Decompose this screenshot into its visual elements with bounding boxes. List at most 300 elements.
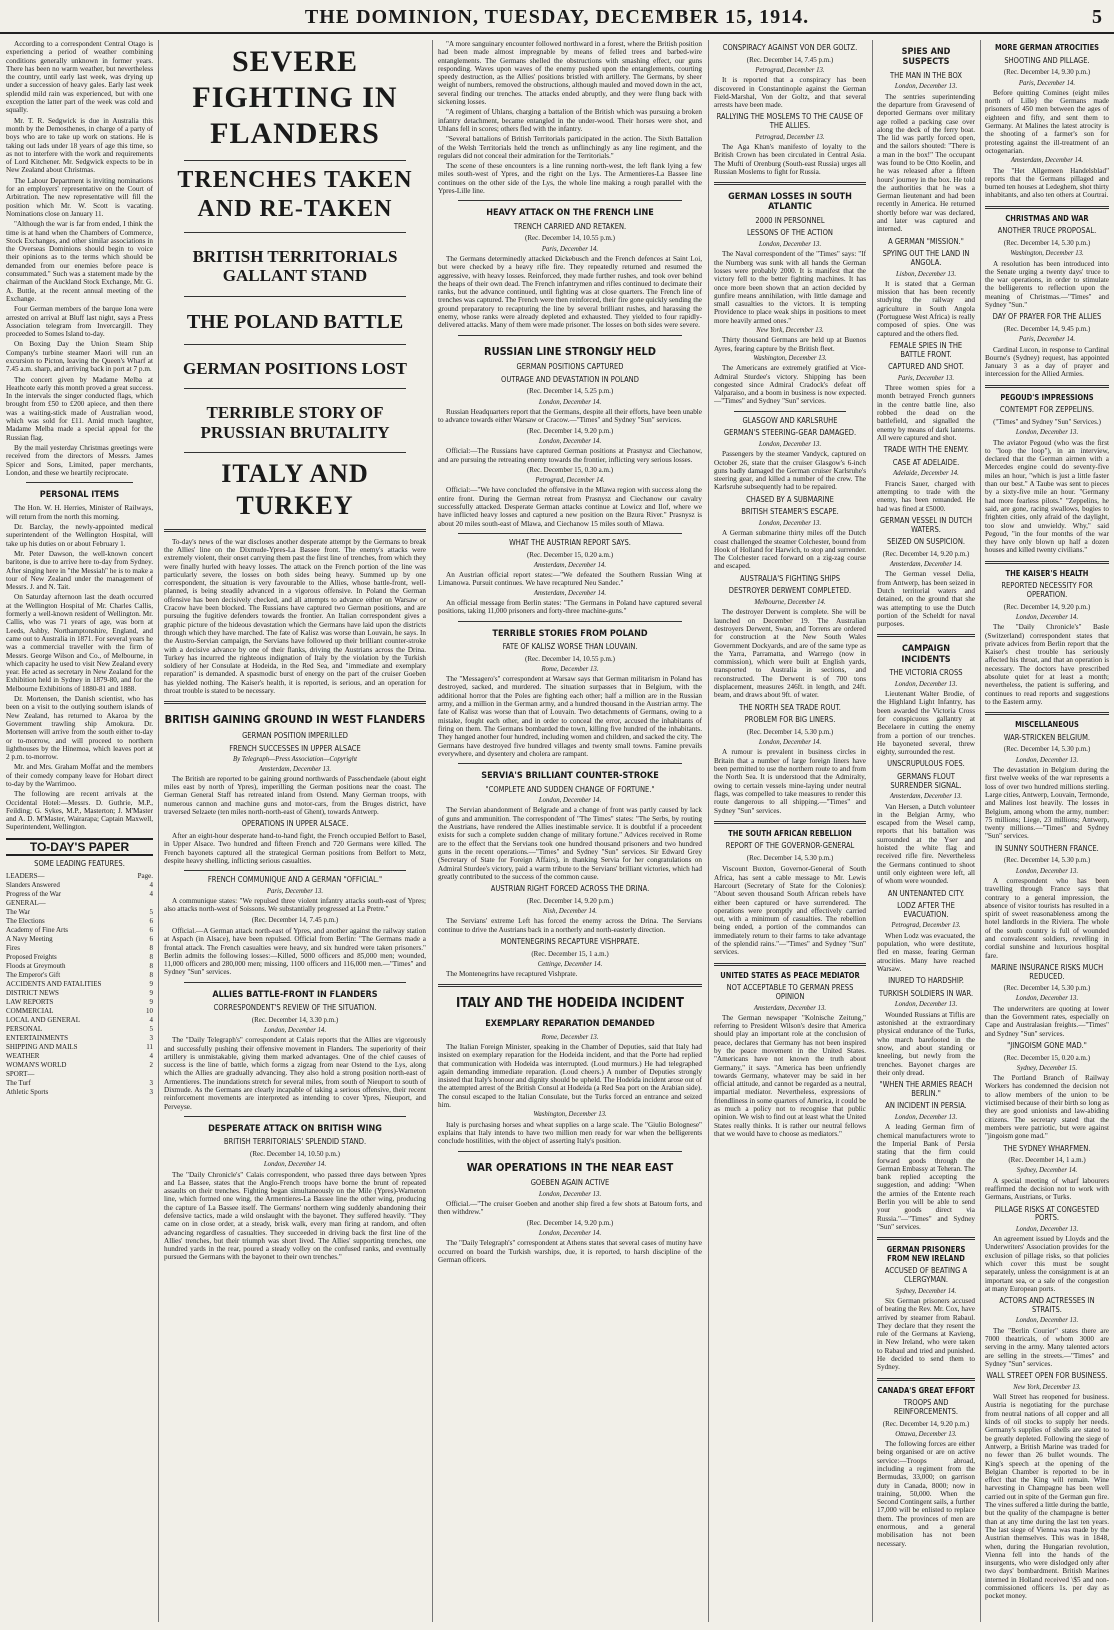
subheadline: ACTORS AND ACTRESSES IN STRAITS. (999, 1296, 1095, 1314)
subheadline: BRITISH TERRITORIALS' SPLENDID STAND. (223, 1137, 367, 1147)
dateline: Washington, December 13. (1010, 250, 1084, 258)
news-paragraph: The "Daily Telegraph's" correspondent at Calais reports that the Allies are vigorously and successfully pushing their offensive movement in Flanders. The superiority of their artillery is unmistakable, giving them marked advantages. One of the chief causes of success is the line of battle, which forms a zigzag from near Ostend to the Lys, along which the Allies are gradually advancing. They also hold a strong position north-east of Armentieres. The inundations stretch for several miles, from south of Nieuport to south of Dixmude. As the Germans are clearly incapable of taking a serious offensive, their recent reinforcement movements are interpreted as intending to cover Ypres, Nieuport, and Perveyse. (164, 1036, 426, 1111)
feature-label: The Turf (6, 1078, 31, 1087)
news-paragraph: The "Berlin Courier" states there are 7000 theatricals, of whom 3000 are serving in the army. Many talented actors are selling in the streets.—"Times" and Sydney "Sun" services. (985, 1326, 1109, 1368)
news-paragraph: The Naval correspondent of the "Times" says: "If the Nurnberg was sunk with all hands the German losses were probably 2000. It is manifest that the victory fell to the better fighting machines. It has once more been shown that an action decided by gunfire means annihilation, with little damage and small casualties to the victors. It is tempting Providence to place weak ships in positions to meet more heavily armed ones." (714, 250, 866, 325)
headline: DESPERATE ATTACK ON BRITISH WING (208, 1123, 382, 1134)
news-paragraph: The "Daily Chronicle's" Calais correspondent, who passed three days between Ypres and La Bassee, states that the Anglo-French troops have borne the brunt of repeated assaults on their trenches. Fighting began simultaneously on the Mile (Ypres)-Warneton line, which formed one wing, the Armentieres-La Bassee line the other wing, producing the capture of La Bassee itself. The Germans' northern wing suddenly abandoning their defensive tactics, made a wild onslaught with the bayonet. They suffered heavily. "They came on in close order, at a steady, brisk walk, every man firing at random, and often advancing regardless of casualties. They succeeded in driving back the first line of the Allies' trenches, but their triumph was short lived. The Allies' supporting trenches, one hundred yards in the rear, poured a steady volley on the confused ranks, and eventually pursued the Germans with the bayonet to their own trenches." (164, 1170, 426, 1262)
news-paragraph: The "Daily Telegraph's" correspondent at Athens states that several cases of mutiny have occurred on board the Turkish warships, due, it is reported, to harsh discipline of the German officers. (438, 1239, 702, 1264)
news-paragraph: The Montenegrins have recaptured Vishprate. (446, 970, 578, 979)
dateline: London, December 14. (538, 1230, 602, 1238)
subheadline: A GERMAN "MISSION." (888, 236, 964, 246)
received-line: (Rec. December 14, 5.30 p.m.) (1003, 856, 1091, 865)
subheadline: CASE AT ADELAIDE. (892, 457, 960, 467)
news-paragraph: The following are recent arrivals at the Occidental Hotel:—Messrs. D. Guthrie, M.P., Feilding; G. Sykes, M.P., Masterton; J. M'Master and A. D. M'Master, Wairarapa; Captain Maxwell, Superintendent, Wellington. (6, 790, 153, 832)
received-line: (Rec. December 14, 5.30 p.m.) (1003, 745, 1091, 754)
feature-label: The Emperor's Gift (6, 970, 61, 979)
subheadline: "WHEN THE ARMIES REACH BERLIN." (879, 1080, 973, 1098)
feature-label: WOMAN'S WORLD (6, 1060, 67, 1069)
subheadline: MARINE INSURANCE RISKS MUCH REDUCED. (990, 962, 1104, 981)
headline: GERMAN PRISONERS FROM NEW IRELAND (886, 1245, 966, 1263)
subheadline: IN SUNNY SOUTHERN FRANCE. (995, 843, 1099, 853)
feature-label: SPORT— (6, 1069, 35, 1078)
dateline: Washington, December 13. (533, 1111, 607, 1119)
feature-label: ENTERTAINMENTS (6, 1033, 69, 1042)
divider (184, 452, 406, 453)
dateline: London, December 13. (1015, 1225, 1079, 1233)
news-paragraph: The Aga Khan's manifesto of loyalty to the British Crown has been circulated in Central Asia. The Mufti of Orenburg (South-east Russia) urges all Russian Moslems to fight for Russia. (714, 142, 866, 176)
dateline: Amsterdam, December 14. (533, 589, 607, 597)
received-line: (Rec. December 15, 0.30 a.m.) (526, 465, 614, 474)
received-line: (Rec. December 14, 9.20 p.m.) (526, 896, 614, 905)
feature-page: 8 (149, 961, 153, 970)
subheadline: REPORTED NECESSITY FOR OPERATION. (1001, 581, 1093, 599)
headline: WAR OPERATIONS IN THE NEAR EAST (466, 1160, 674, 1174)
page-number: 5 (1092, 6, 1102, 28)
dateline: Sydney, December 15. (1016, 1064, 1078, 1072)
received-line: (Rec. December 14, 9.30 p.m.) (1003, 68, 1091, 77)
feature-row (6, 1007, 153, 1016)
divider (458, 200, 682, 201)
news-paragraph: The "Messagero's" correspondent at Warsaw says that German militarism in Poland has destroyed, sacked, and murdered. The situation surpasses that in Belgium, with the additional horror that the Poles are fighting each other; half a million are in the Russian army, and a million in the German army, and a hundred thousand in the Austrian army. The fate of Kalisz was worse than that of Louvain. Two detachments of Germans, owing to a mistake, fought each other, and in order to conceal the error, accused the inhabitants of firing on them. The Germans bombarded the town, killing five hundred of the inhabitants. They hanged another four hundred, including women and children, and sacked the city. The Germans have destroyed five hundred villages and twenty small towns. Famine prevails everywhere, and dysentery and cholera are rampant. (438, 675, 702, 758)
news-paragraph: The German newspaper "Kolnische Zeitung," referring to President Wilson's desire that America should play an important role at the conclusion of peace, declares that Germany has not been inspired by the peace movement in the United States. "Americans have not known the truth about Germany," it says. "America has been unfriendly towards Germany, whatever may be said in her official attitude, and cannot be regarded as a neutral, impartial mediator. Nevertheless, expressions of friendliness in some quarters of America, it could be as much a policy not to recognise that public opinion. We wish to find out at least what the United States really thinks. It is rather our neutral fellows that we would have to choose as mediators." (714, 1013, 866, 1138)
divider (458, 335, 682, 336)
dateline: New York, December 13. (1013, 1383, 1081, 1391)
divider (164, 701, 426, 704)
section-heading: PERSONAL ITEMS (39, 490, 120, 501)
feature-page: 3 (149, 1078, 153, 1087)
column-rule (158, 40, 159, 1622)
subheadline: AN INCIDENT IN PERSIA. (885, 1101, 967, 1111)
news-paragraph: The British are reported to be gaining ground northwards of Passchendaele (about eight miles east by north of Ypres), imperilling the German positions near the coast. The German General Staff has retreated inland from Ostend. Many German troops, with numerous cannon and machine guns and motor-cars, from the Bruges district, have traversed Selzaete (ten miles north-north-east of Ghent), towards Antwerp. (164, 774, 426, 817)
news-paragraph: Thirty thousand Germans are held up at Buenos Ayres, fearing capture by the British fleet. (714, 336, 866, 353)
dateline: London, December 14. (263, 1161, 327, 1169)
todays-paper-heading: TO-DAY'S PAPER (6, 838, 153, 856)
subheadline: THE SYDNEY WHARFMEN. (1003, 1143, 1091, 1153)
received-line: (Rec. December 14, 7.45 p.m.) (746, 55, 834, 64)
news-paragraph: Mr. Peter Dawson, the well-known concert baritone, is due to arrive here to-day from Sydney. After singing here in "the Messiah" he is to make a tour of New Zealand under the management of Messrs. J. and N. Tait. (6, 549, 153, 592)
subheadline: TRENCH CARRIED AND RETAKEN. (513, 221, 627, 231)
news-paragraph: It is stated that a German mission that has been recently studying the railway and agriculture in South Angola (Portuguese West Africa) is really composed of spies. One was captured and the others fled. (877, 279, 975, 338)
news-paragraph: Dr. Mortensen, the Danish scientist, who has been on a visit to the outlying southern islands of New Zealand, has returned to Akaroa by the Government trawling ship Amokura. Dr. Mortensen will arrive from the south either to-day or to-morrow, and will proceed to northern lighthouses by the Hinemoa, which leaves port at 2 p.m. to-morrow. (6, 695, 153, 762)
divider (184, 232, 406, 233)
divider (714, 821, 866, 824)
dateline: London, December 13. (1015, 756, 1079, 764)
subheadline: RALLYING THE MOSLEMS TO THE CAUSE OF THE ALLIES. (716, 112, 864, 131)
subheadline: PILLAGE RISKS AT CONGESTED PORTS. (994, 1204, 1100, 1223)
feature-page: 4 (149, 1015, 153, 1024)
subheadline: MONTENEGRINS RECAPTURE VISHPRATE. (500, 936, 640, 946)
divider (985, 385, 1109, 388)
feature-row (6, 926, 153, 935)
dateline: London, December 13. (758, 440, 822, 448)
subheadline: GERMANS FLOUT SURRENDER SIGNAL. (890, 772, 962, 790)
divider (438, 984, 702, 987)
dateline: Washington, December 13. (753, 354, 827, 362)
news-paragraph: The devastation in Belgium during the first twelve weeks of the war represents a loss of over two hundred millions sterling. Large cities, Antwerp, Louvain, Termonde, and Malines lost heavily. The losses in Belgium, among whom the army, number: 75 millions; Liege, 23 millions; Antwerp, twenty millions.—"Times" and Sydney "Sun" services. (985, 766, 1109, 841)
feature-label: ACCIDENTS AND FATALITIES (6, 979, 102, 988)
subheadline: GOEBEN AGAIN ACTIVE (530, 1178, 610, 1188)
dateline: New York, December 13. (756, 327, 824, 335)
received-line: (Rec. December 14, 10.55 p.m.) (525, 234, 615, 243)
feature-row (6, 1034, 153, 1043)
main-headline: ITALY AND TURKEY (221, 459, 369, 520)
dateline: London, December 14. (538, 797, 602, 805)
subheadline: OUTRAGE AND DEVASTATION IN POLAND (501, 374, 639, 384)
column-rule (980, 40, 981, 1622)
subheadline: CONSPIRACY AGAINST VON DER GOLTZ. (722, 43, 858, 52)
headline: TERRIBLE STORIES FROM POLAND (492, 628, 648, 639)
dateline: London, December 13. (1015, 429, 1079, 437)
feature-page: 8 (149, 970, 153, 979)
feature-row (6, 1025, 153, 1034)
received-line: (Rec. December 14, 7.45 p.m.) (251, 915, 339, 924)
news-paragraph: Dr. Barclay, the newly-appointed medical superintendent of the Wellington Hospital, will take up his duties on or about February 1. (6, 523, 153, 548)
feature-label: PERSONAL (6, 1024, 43, 1033)
feature-label: WEATHER (6, 1051, 40, 1060)
news-paragraph: An official message from Berlin states: "The Germans in Poland have captured several positions, taking 11,000 prisoners and forty-three machine-guns." (438, 599, 702, 616)
headline: THE KAISER'S HEALTH (1005, 568, 1089, 578)
subheadline: FATE OF KALISZ WORSE THAN LOUVAIN. (502, 641, 638, 651)
subheadline: DAY OF PRAYER FOR THE ALLIES (992, 312, 1102, 322)
subheadline: LESSONS OF THE ACTION (747, 228, 833, 238)
subheadline: AN UNTENANTED CITY. (887, 888, 965, 898)
feature-page: 9 (149, 997, 153, 1006)
dateline: London, December 14. (538, 398, 602, 406)
received-line: (Rec. December 14, 9.20 p.m.) (526, 426, 614, 435)
news-paragraph: It is reported that a conspiracy has been discovered in Constantinople against the German Field-Marshal, Von der Goltz, and that several arrests have been made. (714, 76, 866, 110)
subheadline: CAPTURED AND SHOT. (888, 362, 964, 372)
news-paragraph: The Germans determinedly attacked Dickebusch and the French defences at Saint Loi, but were checked by a heavy rifle fire. They repeatedly returned and resumed the aggressive, with heavy losses. Reinforced, they made further rushes, and took over behind the heaps of their own dead. The French infantrymen and rifles continued to decimate their ranks, but the advance continued, until fighting was at close quarters. The French line of trenches was captured. The French were then reinforced, their fire gone quickly sending the ground preparatory to recapturing the line by several brilliant rushes, and harassing the enemy, whose ranks were already depleted and exhausted. They yielded to four rapidly-delivered attacks. Many of them were made prisoner. The losses on both sides were severe. (438, 254, 702, 330)
news-paragraph: A leading German firm of chemical manufacturers wrote to the Imperial Bank of Persia stating that the firm could forward goods through the German Embassy at Teheran. The bank replied accepting the suggestion, and adding: "When the armies of the Entente reach Berlin you will be able to send your goods direct via Russia."—"Times" and Sydney "Sun" services. (877, 1123, 975, 1231)
headline: GERMAN LOSSES IN SOUTH ATLANTIC (728, 192, 852, 213)
received-line: (Rec. December 14, 5.25 p.m.) (526, 387, 614, 396)
received-line: (Rec. December 14, 10.55 p.m.) (525, 654, 615, 663)
subheadline: ACCUSED OF BEATING A CLERGYMAN. (884, 1266, 968, 1285)
feature-row (6, 971, 153, 980)
headline: SERVIA'S BRILLIANT COUNTER-STROKE (481, 771, 659, 782)
headline: CHRISTMAS AND WAR (1005, 213, 1089, 223)
divider (26, 482, 133, 483)
news-paragraph: Van Hersen, a Dutch volunteer in the Belgian Army, who escaped from the Wesel camp, reports that his battalion was surrounded at the Yser and hoisted the white flag and received rifle fire. Nevertheless the Germans continued to shoot until only eighteen were left, all of whom were wounded. (877, 802, 975, 886)
news-paragraph: Official.—"The cruiser Goeben and another ship fired a few shots at Batoum forts, and then withdrew." (438, 1200, 702, 1217)
news-paragraph: A communique states: "We repulsed three violent infantry attacks south-east of Ypres; also attacks north-west of Soissons. We substantially progressed at La Pretre." (164, 897, 426, 914)
feature-row (6, 944, 153, 953)
subheadline: INURED TO HARDSHIP. (888, 976, 964, 986)
news-paragraph: The Servians' extreme Left has forced the enemy across the Drina. The Servians continue to drive the Austrians back in a northerly and north-easterly direction. (438, 917, 702, 934)
feature-row (6, 962, 153, 971)
dateline: Ottawa, December 13. (895, 1430, 957, 1438)
newspaper-masthead: THE DOMINION, TUESDAY, DECEMBER 15, 1914. (304, 6, 810, 28)
dateline: London, December 13. (894, 83, 958, 91)
divider (985, 206, 1109, 209)
news-paragraph: Four German members of the barque Iona were arrested on arrival at Bluff last night, says a Press Association telegram from Invercargill. They proceeded to Somes Island to-day. (6, 305, 153, 339)
feature-row (6, 1079, 153, 1088)
dateline: Amsterdam, December 14. (1010, 157, 1084, 165)
subheadline: 2000 IN PERSONNEL (755, 215, 825, 225)
feature-row (6, 989, 153, 998)
column-5 (877, 40, 975, 1622)
news-paragraph: Official:—The Russians have captured German positions at Prasnysz and Ciechanow, and are pursuing the retreating enemy towards the frontier, inflicting very serious losses. (438, 447, 702, 464)
divider (877, 1378, 975, 1381)
dateline: Rome, December 13. (541, 1033, 599, 1041)
news-paragraph: Italy is purchasing horses and wheat supplies on a large scale. The "Giulio Bolognese" explains that Italy intends to have two million men ready for war when the belligerents conclude hostilities, with the object of asserting Italy's position. (438, 1120, 702, 1146)
feature-label: DISTRICT NEWS (6, 988, 59, 997)
feature-page: 8 (149, 952, 153, 961)
dateline: Amsterdam, December 13. (889, 793, 963, 801)
news-paragraph: On Saturday afternoon last the death occurred at the Wellington Hospital of Mr. Charles Callis, formerly a well-known resident of Wellington. Mr. Callis, who was 71 years of age, was born at Leeds, Ashby, Northamptonshire, England, and came out to Australia in 1871. For several years he was a commercial traveller with the firm of Messrs. George Wilson and Co., of Melbourne, in which capacity he used to visit New Zealand every year. He acted as secretary in New Zealand for the Exhibition held in Sydney in 1879-80, and for the Melbourne Exhibitions of 1880-81 and 1888. (6, 593, 153, 693)
received-line: (Rec. December 14, 9.20 p.m.) (1003, 602, 1091, 611)
news-paragraph: The Hon. W. H. Herries, Minister of Railways, will return from the north this morning. (6, 504, 153, 521)
subheadline: THE VICTORIA CROSS (889, 668, 963, 678)
news-paragraph: The German vessel Delia, from Antwerp, has been seized in Dutch territorial waters and detained, on the ground that she was attempting to use the Dutch portion of the Scheldt for naval purposes. (877, 570, 975, 629)
subheadline: GERMAN VESSEL IN DUTCH WATERS. (879, 515, 973, 534)
divider (714, 963, 866, 966)
feature-page (137, 899, 153, 908)
headline: HEAVY ATTACK ON THE FRENCH LINE (486, 208, 654, 219)
headline: MISCELLANEOUS (1015, 720, 1079, 730)
dateline: London, December 13. (1015, 1317, 1079, 1325)
subheadline: FRENCH SUCCESSES IN UPPER ALSACE (229, 743, 361, 753)
news-paragraph: The scene of these encounters is a line running north-west, the left flank lying a few miles south-west of Ypres, and the right on the Lys. The Armentieres-La Bassee line continues on the other side of the Lys, the whole line making a rough parallel with the Ypres-Lille line. (438, 162, 702, 196)
dateline: Paris, December 13. (897, 374, 955, 382)
dateline: Lisbon, December 13. (895, 270, 957, 278)
received-line: (Rec. December 15, 1 a.m.) (531, 949, 609, 958)
news-paragraph: Official.—A German attack north-east of Ypres, and another against the railway station at Aspach (in Alsace), have been repulsed. Official from Berlin: "The Germans made a frontal attack. The French casualties were heavy, and six hundred were taken prisoners." Berlin admits the following losses:—Killed, 5000 officers and 85,000 men; wounded, 11,000 officers and 280,000 men; missing, 1100 officers and 116,000 men.—"Times" and Sydney "Sun" services. (164, 926, 426, 977)
feature-row (6, 1061, 153, 1070)
feature-page: 3 (149, 1033, 153, 1042)
column-rule (708, 40, 709, 1622)
news-paragraph: A correspondent who has been travelling through France says that contrary to a general impression, the absence of visitor tourists has resulted in a spirit of sweet reasonableness among the hotel landlords in the Riviera. The whole of the south country is full of wounded and convalescent soldiers, revelling in cordial sunshine and luxurious hospital fare. (985, 876, 1109, 960)
subheadline: WALL STREET OPEN FOR BUSINESS. (986, 1371, 1108, 1381)
headline: UNITED STATES AS PEACE MEDIATOR (720, 970, 860, 980)
news-paragraph: A rumour is prevalent in business circles in Britain that a number of large foreign liners have been permitted to use the northern route to and from the North Sea. It is understood that the Admiralty, owing to certain vessels mine-laying under neutral flags, was compelled to take measures to render this route dangerous to all shipping.—"Times" and Sydney "Sun" services. (714, 748, 866, 815)
feature-row (6, 890, 153, 899)
dateline: London, December 13. (894, 680, 958, 688)
feature-page: 9 (149, 979, 153, 988)
feature-row (6, 908, 153, 917)
divider (184, 344, 406, 345)
subheadline: FRENCH COMMUNIQUE AND A GERMAN "OFFICIAL." (207, 875, 383, 885)
subheadline: GERMAN POSITIONS CAPTURED (516, 362, 624, 372)
subheadline: SEIZED ON SUSPICION. (886, 537, 966, 547)
news-paragraph: Mr. and Mrs. Graham Moffat and the members of their comedy company leave for Hobart direct to-day by the Warrimoo. (6, 763, 153, 788)
news-paragraph: The aviator Pegoud (who was the first to "loop the loop"), in an interview, declared that the German airmen with a Mercedes engine could do seventy-five miles an hour, "which is just a little faster than our best." A Taube was sent to pieces by a sixty-five mile an hour. "Germany had more fearless pilots." "Zeppelins, he said, are gone, racing swallows, bogies to frighten cities, only afraid of the daylight, too slow and unwieldy. Why," said Pegoud, "in the four months of the war they have only blown up half a dozen houses and killed twenty civilians." (985, 438, 1109, 555)
feature-label: The Elections (6, 916, 45, 925)
received-line: (Rec. December 14, 3.30 p.m.) (251, 1015, 339, 1024)
dateline: Cettinge, December 14. (537, 960, 603, 968)
divider (734, 411, 846, 412)
news-paragraph: The underwriters are quoting at lower than the Government rates, especially on Cape and Australasian freights.—"Times" and Sydney "Sun" services. (985, 1004, 1109, 1038)
subheadline: "JINGOISM GONE MAD." (1007, 1040, 1087, 1050)
subheadline: AUSTRALIA'S FIGHTING SHIPS (739, 573, 840, 583)
dateline: Paris, December 14. (541, 245, 599, 253)
feature-page: 4 (149, 889, 153, 898)
subheadline: WHAT THE AUSTRIAN REPORT SAYS. (509, 537, 631, 547)
received-line: (Rec. December 15, 0.20 a.m.) (526, 550, 614, 559)
received-line: (Rec. December 14, 5.30 p.m.) (1003, 984, 1091, 993)
feature-label: Slanders Answered (6, 880, 60, 889)
divider (184, 388, 406, 389)
dateline: Petrograd, December 14. (535, 477, 605, 485)
subheadline: OPERATIONS IN UPPER ALSACE. (241, 819, 349, 829)
news-paragraph: "Although the war is far from ended, I think the time is at hand when the Chambers of Commerce, Stock Exchanges, and other similar associations in the Overseas Dominions should begin to voice their opinions as to the terms which should be demanded from our enemies before peace is consummated." Such was a statement made by the chairman of the Auckland Stock Exchange, Mr. G. A. Buttle, at the recent annual meeting of the Exchange. (6, 220, 153, 303)
subheadline: GLASGOW AND KARLSRUHE (742, 415, 838, 425)
feature-page: 10 (146, 1006, 153, 1015)
dateline: London, December 14. (538, 437, 602, 445)
news-paragraph: An Austrian official report states:—"We defeated the Southern Russian Wing at Limanowa. Pursuit continues. We have recaptured Neu Sandec." (438, 571, 702, 588)
subheadline: "COMPLETE AND SUDDEN CHANGE OF FORTUNE." (485, 784, 655, 794)
feature-row (6, 899, 153, 908)
subheadline: CHASED BY A SUBMARINE (746, 494, 834, 504)
received-line: (Rec. December 14, 1 a.m.) (1008, 1156, 1086, 1165)
feature-row (6, 953, 153, 962)
main-headline: TRENCHES TAKEN AND RE-TAKEN (177, 167, 413, 222)
feature-label: A Navy Meeting (6, 934, 53, 943)
subheadline: LODZ AFTER THE EVACUATION. (897, 901, 955, 919)
features-index (6, 872, 153, 1097)
divider (184, 1116, 406, 1117)
divider (985, 712, 1109, 715)
news-paragraph: "A more sanguinary encounter followed northward in a forest, where the British position had been made almost impregnable by means of felled trees and barbed-wire entanglements. The Germans shelled the obstructions with smashing effect, our guns responding. Waves upon waves of the enemy pushed upon the entanglements, courting speedy destruction, as the Allies' positions bristled with artillery. The Germans, by sheer weight of numbers, removed the obstructions, although mauled and moved down in the act, several finding our trenches. The attacks ended abruptly, and they were flung back with sickening losses. (438, 40, 702, 107)
news-paragraph: According to a correspondent Central Otago is experiencing a period of weather combining conditions generally unknown in former years. There has been no warm weather, but nevertheless the country, until early last week, was drying up under a succession of heavy gales. Early last week splendid mild rain was experienced, but with one exception the latter part of the week was cold and squally. (6, 40, 153, 115)
dateline: Rome, December 13. (541, 665, 599, 673)
feature-row (6, 881, 153, 890)
column-2 (164, 40, 426, 1622)
subheadline: WAR-STRICKEN BELGIUM. (1003, 732, 1091, 742)
dateline: London, December 13. (758, 520, 822, 527)
subheadline: SPYING OUT THE LAND IN ANGOLA. (882, 249, 970, 267)
column-3 (438, 40, 702, 1622)
news-paragraph: Before quitting Comines (eight miles north of Lille) the Germans made prisoners of 450 men between the ages of eighteen and fifty, and sent them to Germany. At Malines the latest atrocity is the shooting of a farmer's son for protesting against the ill-treatment of an octogenarian. (985, 88, 1109, 155)
feature-page: 5 (149, 907, 153, 916)
feature-page: 8 (149, 943, 153, 952)
subheadline: UNSCRUPULOUS FOES. (887, 759, 965, 769)
headline: GERMAN POSITIONS LOST (183, 358, 407, 378)
news-paragraph: A German submarine thirty miles off the Dutch coast challenged the steamer Colchester, bound from Hook of Holland for Harwich, to stop and surrender. The Colchester raced forward on a zig-zag course and escaped. (714, 529, 866, 571)
news-paragraph: "A regiment of Uhlans, charging a battalion of the British which was pursuing a broken infantry detachment, became entangled in the under-wood. Their horses were shot, and Uhlans fell in scores; others fled with the infantry. (438, 108, 702, 133)
feature-label: COMMERCIAL (6, 1006, 54, 1015)
dateline: London, December 13. (1015, 995, 1079, 1003)
news-paragraph: The sentries superintending the departure from Gravesend of deported Germans over military age rolled a packing case over along the deck of the ferry boat. The lid was partly forced open, and the sailors shouted: "There is a man in the box!" The occupant was found to be Otto Koelin, and he was released after a fifteen hours' journey in the box. He told the authorities that he was a German lieutenant and had been recently in America. He returned shortly before war was declared, and later was captured and interned. (877, 92, 975, 234)
news-paragraph: The Italian Foreign Minister, speaking in the Chamber of Deputies, said that Italy had insisted on exemplary reparation for the Hodeida incident, and that the Porte had replied that communication with Hodeida was interrupted. (Loud murmurs.) He had telegraphed again demanding immediate reparation. (Loud cheers.) A number of Deputies strongly insisted that Italy's honour and dignity should be upheld. The Hodeida incident arose out of the attempted arrest of the British Consul at Hodeida (a Red Sea port on the Arabian side). The consul escaped to the Italian Consulate, but the Turks forced an entrance and seized him. (438, 1043, 702, 1110)
dateline: Amsterdam, December 14. (889, 561, 963, 569)
news-paragraph: Mr. T. R. Sedgwick is due in Australia this month by the Demosthenes, in charge of a party of boys who are to take up work on stations. He is taking out lads under 18 years of age this time, so as not to interfere with the work and requirements of Lord Kitchener. Mr. Sedgwick expects to be in New Zealand about Christmas. (6, 116, 153, 175)
headline: TERRIBLE STORY OF PRUSSIAN BRUTALITY (200, 403, 390, 442)
feature-label: Fires (6, 943, 20, 952)
subheadline: REPORT OF THE GOVERNOR-GENERAL (725, 841, 855, 851)
dateline: Amsterdam, December 13. (258, 765, 332, 773)
column-1 (6, 40, 153, 1622)
divider (877, 1237, 975, 1240)
received-line: (Rec. December 14, 5.30 p.m.) (746, 727, 834, 736)
feature-row (6, 1052, 153, 1061)
feature-label: LAW REPORTS (6, 997, 54, 1006)
divider (877, 634, 975, 637)
subheadline: THE MAN IN THE BOX (890, 70, 962, 80)
feature-page: 6 (149, 934, 153, 943)
dateline: Adelaide, December 14. (893, 470, 959, 478)
received-line: (Rec. December 14, 9.20 p.m.) (526, 1218, 614, 1227)
column-rule (432, 40, 433, 1622)
news-paragraph: Passengers by the steamer Vandyck, captured on October 26, state that the cruiser Glasgow's 6-inch guns badly damaged the German cruiser Karlsruhe's steering gear, and killed a number of the crew. The Karlsruhe subsequently had to be repaired. (714, 450, 866, 492)
news-paragraph: Six German prisoners accused of beating the Rev. Mr. Cox, have arrived by steamer from Rabaul. They declare that they resent the rule of the Germans at Kavieng, in New Ireland, who were taken to Rabaul and tried and punished. He decided to send them to Sydney. (877, 1296, 975, 1372)
headline: ALLIES BATTLE-FRONT IN FLANDERS (212, 989, 378, 1000)
divider (184, 296, 406, 297)
subheadline: ANOTHER TRUCE PROPOSAL. (997, 226, 1097, 236)
dateline: London, December 14. (1015, 613, 1079, 621)
dateline: Sydney, December 14. (895, 1287, 957, 1295)
feature-page: 6 (149, 925, 153, 934)
news-paragraph: A resolution has been introduced into the Senate urging a twenty days' truce to the war operations, in order to stimulate the belligerents to reflection upon the meaning of Christmas.—"Times" and Sydney "Sun." (985, 259, 1109, 310)
feature-row (6, 1088, 153, 1097)
headline: CANADA'S GREAT EFFORT (877, 1385, 975, 1395)
news-paragraph: The concert given by Madame Melba at Heathcote early this month proved a great success. In the intervals the singer conducted flags, which brought from £50 to £200 apiece, and then there was a waiting-stick made of Australian wood, which was sold for £11. Amid much laughter, Madame Melba made a special appeal for the Russian flag. (6, 375, 153, 442)
news-paragraph: Three women spies for a month betrayed French gunners in the centre battle line, also robbed the dead on the battlefield, and signalled the enemy by means of dark lanterns. All were captured and shot. (877, 384, 975, 442)
divider (458, 763, 682, 764)
subheadline: CORRESPONDENT'S REVIEW OF THE SITUATION. (213, 1003, 377, 1013)
news-paragraph: "Several battalions of British Territorials participated in the action. The Sixth Battalion of the Welsh Territorials held the trench as unflinchingly as any line regiment, and the regulars did not conceal their admiration for the Territorials." (438, 135, 702, 160)
feature-page: 9 (149, 988, 153, 997)
dateline: Amsterdam, December 14. (533, 561, 607, 569)
feature-label: Athletic Sports (6, 1087, 49, 1096)
column-6 (985, 40, 1109, 1622)
subheadline: BRITISH STEAMER'S ESCAPE. (741, 507, 839, 517)
news-paragraph: On Boxing Day the Union Steam Ship Company's turbine steamer Maori will run an excursion to Picton, leaving the Queen's Wharf at 7.45 a.m. sharp, and arriving back in port at 7 p.m. (6, 340, 153, 374)
received-line: (Rec. December 15, 0.20 a.m.) (1003, 1053, 1091, 1062)
feature-row (6, 980, 153, 989)
news-paragraph: Cardinal Lucon, in response to Cardinal Bourne's (Sydney) request, has appointed January 3 as a day of prayer and intercession for the Allied Armies. (985, 345, 1109, 379)
dateline: Paris, December 13. (266, 887, 324, 895)
divider (458, 621, 682, 622)
received-line: (Rec. December 14, 9.20 p.m.) (882, 549, 970, 558)
feature-label: SHIPPING AND MAILS (6, 1042, 78, 1051)
feature-page: 6 (149, 916, 153, 925)
feature-page: 2 (149, 1060, 153, 1069)
news-paragraph: The Labour Department is inviting nominations for an employers' representative on the Court of Arbitration. The new representative will fill the position which Mr. W. Scott is vacating. Nominations close on January 11. (6, 176, 153, 218)
news-paragraph: The following forces are either being organised or are on active service:—Troops abroad, including a regiment from the Bermudas, 33,000; on garrison duty in Canada, 8000; now in training, 50,000. When the Second Contingent sails, a further 17,000 will be enlisted to replace them. The provinces of men are enormous, and a general mobilisation has not been necessary. (877, 1440, 975, 1548)
news-paragraph: Russian Headquarters report that the Germans, despite all their efforts, have been unable to advance towards either Warsaw or Cracow.—"Times" and Sydney "Sun" services. (438, 408, 702, 425)
dateline: Petrograd, December 13. (755, 133, 825, 141)
headline: BRITISH GAINING GROUND IN WEST FLANDERS (164, 713, 426, 727)
received-line: (Rec. December 14, 9.20 p.m.) (882, 1419, 970, 1428)
dateline: Paris, December 14. (1018, 79, 1076, 87)
subheadline: EXEMPLARY REPARATION DEMANDED (485, 1019, 655, 1030)
subheadline: TURKISH SOLDIERS IN WAR. (878, 988, 974, 998)
news-paragraph: After an eight-hour desperate hand-to-hand fight, the French occupied Belfort to Basel, in Upper Alsace. Two hundred and fifteen French and 720 Germans were killed. The French bayonets captured all the strategical German positions from Belfort to Metz, despite heavy shelling, inflicting serious casualties. (164, 831, 426, 865)
news-paragraph: The destroyer Derwent is complete. She will be launched on December 19. The Australian destroyers Derwent, Swan, and Torrens are ordered for construction at the New South Wales Government Dockyards, and are of the same type as the Yarra, Parramatta, and Warrego (now in commission), which were built at English yards, transported to Australia in sections, and reconstructed. The Derwent is of 700 tons displacement, measures 246ft. in length, and 24ft. beam, and draws about 9ft. of water. (714, 608, 866, 700)
subheadline: DESTROYER DERWENT COMPLETED. (728, 586, 852, 596)
feature-page: 3 (149, 1087, 153, 1096)
feature-row (6, 917, 153, 926)
headline: SPIES AND SUSPECTS (901, 47, 951, 68)
news-paragraph: Wall Street has reopened for business. Austria is negotiating for the purchase from neutral nations of all copper and all kinds of oil stocks to supply her needs. Germany's supplies of shells are stated to be greatly depleted. Following the siege of Antwerp, a British Marine was traded for no fewer than 26 bullet wounds. The King's speech at the opening of the Belgian Chamber is reported to be in effect that the King will remain. Wine harvesting in Champagne has been well carried out in spite of the German gun fire. The vines suffered a little during the battle, but the quality of the champagne is better than at any time during the last ten years. The last siege of Vienna was made by the Austrian themselves. This was in 1848, when, during the Hungarian revolution, Vienna fell into the hands of the insurgents, who were dislodged only after two days' bombardment. British Marines interned in Holland received \$5 and non-commissioned officers 1s. per day as pocket money. (985, 1393, 1109, 1601)
dateline: Petrograd, December 13. (755, 66, 825, 74)
divider (714, 182, 866, 185)
dateline: London, December 13. (538, 1190, 602, 1198)
feature-label: The War (6, 907, 30, 916)
dateline: Nish, December 14. (543, 908, 597, 916)
headline: THE SOUTH AFRICAN REBELLION (728, 828, 852, 838)
news-paragraph: The "Het Allgemeen Handelsblad" reports that the Germans pillaged and burned ten houses at Ledeghem, shot thirty inhabitants, and also ten others at Courtrai. (985, 166, 1109, 200)
dateline: London, December 14. (758, 739, 822, 747)
feature-row (6, 998, 153, 1007)
dateline: Sydney, December 14. (1016, 1167, 1078, 1175)
news-paragraph: An agreement issued by Lloyds and the Underwriters' Association provides for the exclusion of pillage risks, so that policies which cover this must be sought separately, unless the consignment is at an important sea, or a sale of the congestion at many European ports. (985, 1235, 1109, 1293)
feature-label: LOCAL AND GENERAL (6, 1015, 81, 1024)
feature-page: 11 (146, 1042, 153, 1051)
masthead (0, 0, 1114, 34)
